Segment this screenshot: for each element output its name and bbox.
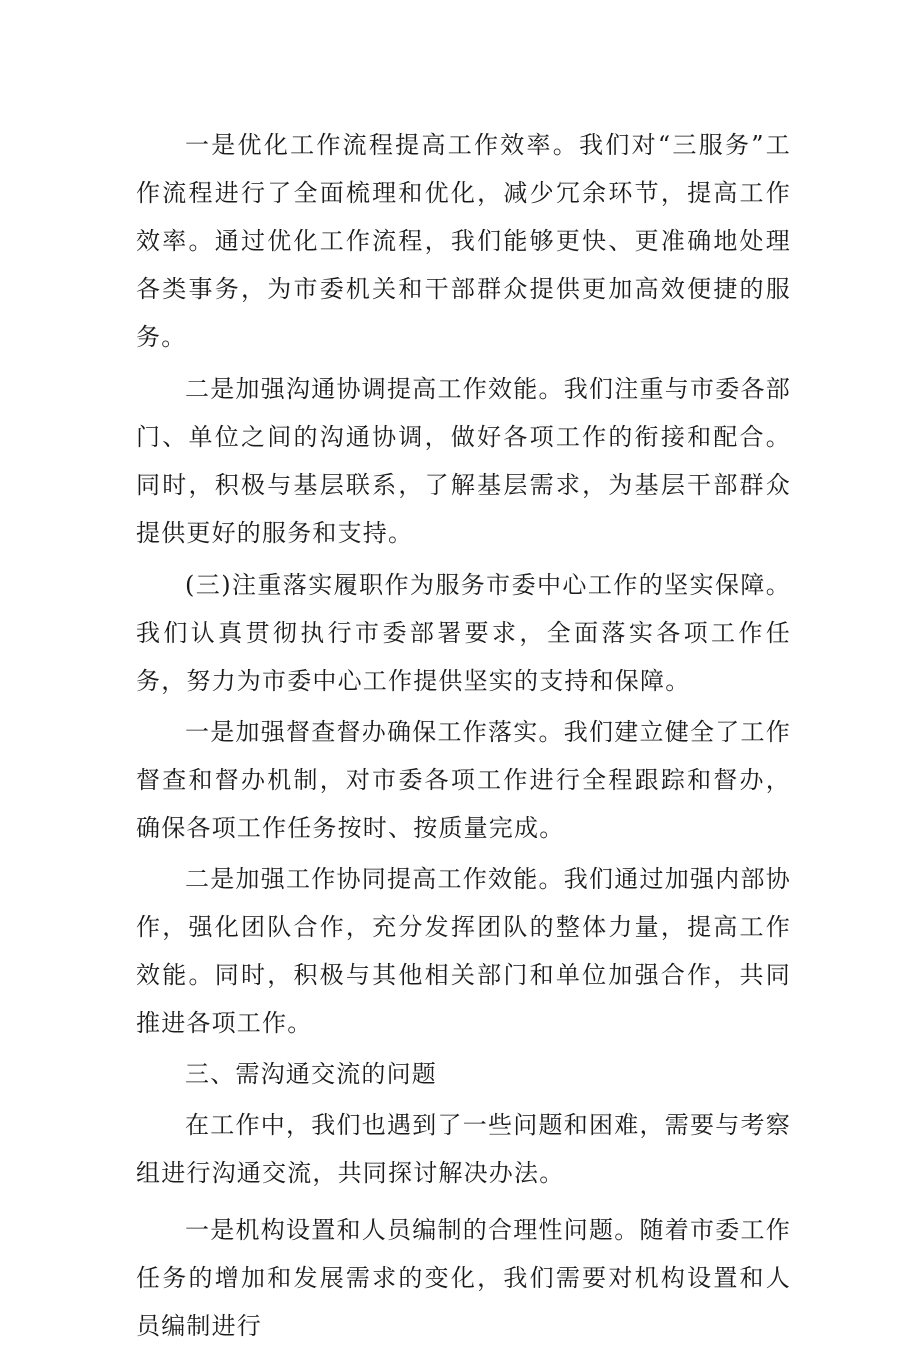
paragraph-optimize-workflow: 一是优化工作流程提高工作效率。我们对“三服务”工作流程进行了全面梳理和优化，减少冗余环节，提高工作效率。通过优化工作流程，我们能够更快、更准确地处理各类事务，为市委机关和干部群众提供更加高效便捷的服务。 <box>136 131 791 351</box>
paragraph-supervision: 一是加强督查督办确保工作落实。我们建立健全了工作督查和督办机制，对市委各项工作进行全程跟踪和督办，确保各项工作任务按时、按质量完成。 <box>136 718 791 842</box>
paragraph-section-three-heading: (三)注重落实履职作为服务市委中心工作的坚实保障。我们认真贯彻执行市委部署要求，全面落实各项工作任务，努力为市委中心工作提供坚实的支持和保障。 <box>136 571 791 695</box>
paragraph-issues-intro: 在工作中，我们也遇到了一些问题和困难，需要与考察组进行沟通交流，共同探讨解决办法。 <box>136 1111 791 1187</box>
section-heading-issues: 三、需沟通交流的问题 <box>185 1060 437 1088</box>
paragraph-work-collaboration: 二是加强工作协同提高工作效能。我们通过加强内部协作，强化团队合作，充分发挥团队的整体力量，提高工作效能。同时，积极与其他相关部门和单位加强合作，共同推进各项工作。 <box>136 865 791 1037</box>
document-body <box>136 121 791 1350</box>
paragraph-communication-coordination: 二是加强沟通协调提高工作效能。我们注重与市委各部门、单位之间的沟通协调，做好各项工作的衔接和配合。同时，积极与基层联系，了解基层需求，为基层干部群众提供更好的服务和支持。 <box>136 375 791 547</box>
paragraph-organization-staffing: 一是机构设置和人员编制的合理性问题。随着市委工作任务的增加和发展需求的变化，我们需要对机构设置和人员编制进行 <box>136 1216 791 1340</box>
